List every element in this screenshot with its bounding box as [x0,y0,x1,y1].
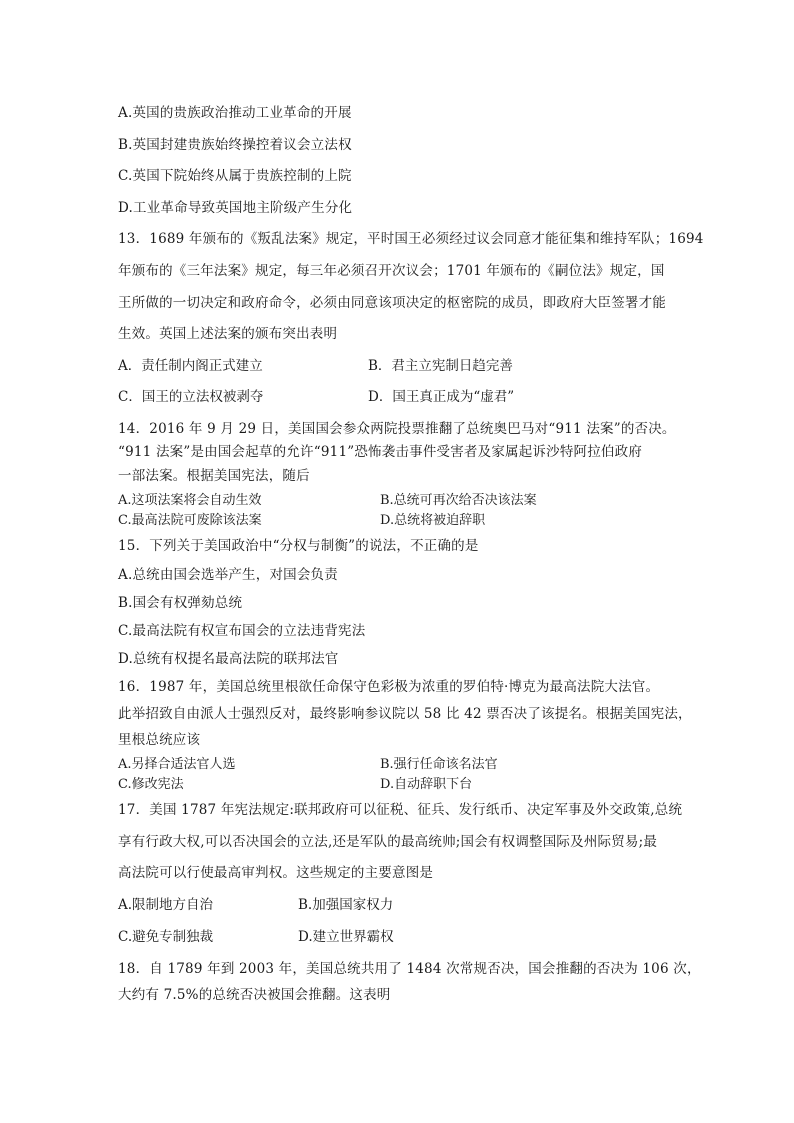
q12-option-c: C.英国下院始终从属于贵族控制的上院 [118,168,352,184]
q16-stem-line: 里根总统应该 [118,732,201,748]
q13-option-d: D．国王真正成为“虚君” [368,389,515,405]
q15-option-c: C.最高法院有权宣布国会的立法违背宪法 [118,623,366,639]
q17-option-b: B.加强国家权力 [298,897,394,913]
q14-option-c: C.最高法院可废除该法案 [118,513,262,528]
q17-option-c: C.避免专制独裁 [118,929,214,945]
q16-option-c: C.修改宪法 [118,777,184,792]
q17-option-a: A.限制地方自治 [118,897,214,913]
q15-stem-line: 15．下列关于美国政治中“分权与制衡”的说法，不正确的是 [118,538,479,554]
q13-stem-line: 13．1689 年颁布的《叛乱法案》规定，平时国王必须经过议会同意才能征集和维持军队；1694 [118,231,704,247]
q14-option-a: A.这项法案将会自动生效 [118,493,262,508]
q15-option-d: D.总统有权提名最高法院的联邦法官 [118,651,339,667]
q16-stem-line: 此举招致自由派人士强烈反对，最终影响参议院以 58 比 42 票否决了该提名。根据美国宪法， [118,706,692,722]
q16-option-b: B.强行任命该名法官 [380,757,498,772]
q18-stem-line: 大约有 7.5%的总统否决被国会推翻。这表明 [118,987,391,1003]
q14-stem-line: 一部法案。根据美国宪法，随后 [118,468,310,484]
q13-option-b: B．君主立宪制日趋完善 [368,358,513,374]
q17-stem-line: 享有行政大权,可以否决国会的立法,还是军队的最高统帅;国会有权调整国际及州际贸易;最 [118,834,658,850]
q12-option-d: D.工业革命导致英国地主阶级产生分化 [118,200,353,216]
q16-option-a: A.另择合适法官人选 [118,757,236,772]
q16-option-d: D.自动辞职下台 [380,777,473,792]
q12-option-a: A.英国的贵族政治推动工业革命的开展 [118,105,352,121]
q16-stem-line: 16．1987 年，美国总统里根欲任命保守色彩极为浓重的罗伯特·博克为最高法院大法官。 [118,679,660,695]
q12-option-b: B.英国封建贵族始终操控着议会立法权 [118,137,352,153]
q13-stem-line: 年颁布的《三年法案》规定，每三年必须召开次议会；1701 年颁布的《嗣位法》规定，国 [118,263,665,279]
q15-option-b: B.国会有权弹劾总统 [118,595,243,611]
q14-stem-line: 14．2016 年 9 月 29 日，美国国会参众两院投票推翻了总统奥巴马对“911 法案”的否决。 [118,421,676,437]
q15-option-a: A.总统由国会选举产生，对国会负责 [118,567,338,583]
q18-stem-line: 18．自 1789 年到 2003 年，美国总统共用了 1484 次常规否决，国会推翻的否决为 106 次， [118,961,701,977]
q14-option-d: D.总统将被迫辞职 [380,513,486,528]
q13-option-a: A．责任制内阁正式建立 [118,358,263,374]
q17-stem-line: 高法院可以行使最高审判权。这些规定的主要意图是 [118,865,434,881]
q13-stem-line: 王所做的一切决定和政府命令，必须由同意该项决定的枢密院的成员，即政府大臣签署才能 [118,295,666,311]
q13-option-c: C．国王的立法权被剥夺 [118,389,264,405]
q17-option-d: D.建立世界霸权 [298,929,394,945]
q17-stem-line: 17．美国 1787 年宪法规定:联邦政府可以征税、征兵、发行纸币、决定军事及外交政策,总统 [118,802,683,818]
q14-option-b: B.总统可再次给否决该法案 [380,493,537,508]
q14-stem-line: “911 法案”是由国会起草的允许“911”恐怖袭击事件受害者及家属起诉沙特阿拉伯政府 [118,444,643,460]
q13-stem-line: 生效。英国上述法案的颁布突出表明 [118,326,338,342]
